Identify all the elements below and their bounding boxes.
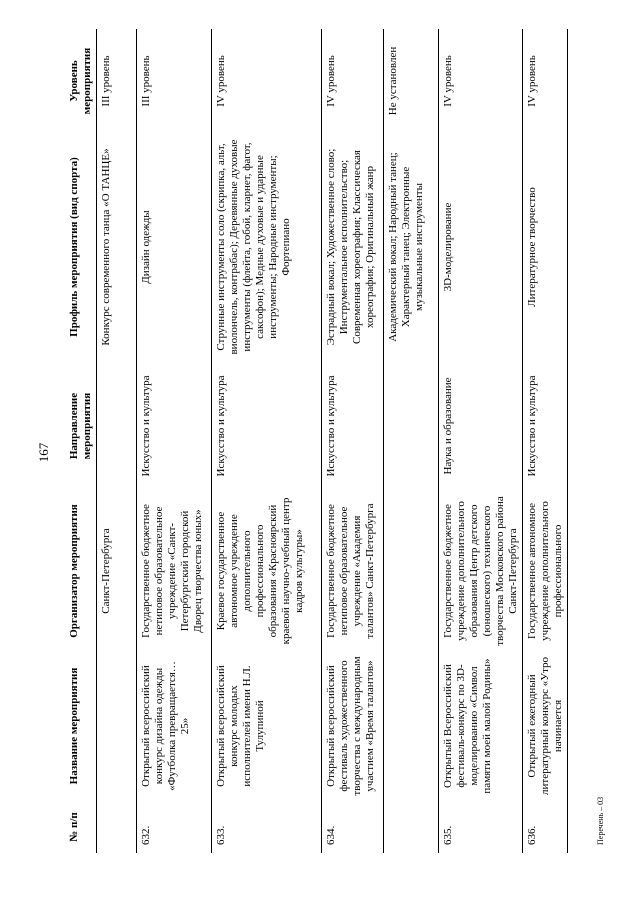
event-name: Открытый всероссийский конкурс дизайна одежды «Футболка превращается… 25»: [137, 651, 212, 801]
table-row: [384, 29, 439, 853]
event-level: III уровень: [97, 29, 137, 133]
table-row: [137, 29, 212, 853]
event-direction: Искусство и культура: [523, 361, 568, 491]
row-number: [384, 801, 439, 853]
event-organizer: Санкт-Петербурга: [97, 491, 137, 651]
event-organizer: Государственное бюджетное учреждение дополнительного образования Центр детского (юношеского) технического творчества Московского района Санкт-Петербурга: [439, 491, 523, 651]
table-header-row: [62, 29, 97, 853]
event-profile: Эстрадный вокал; Художественное слово; Инструментальное исполнительство; Современная хореография; Классическая хореография; Оригинальный жанр: [322, 133, 384, 361]
page-number: 167: [36, 442, 51, 463]
row-number: [97, 801, 137, 853]
table-row: [439, 29, 523, 853]
event-profile: Литературное творчество: [523, 133, 568, 361]
event-name: [384, 651, 439, 801]
event-direction: Искусство и культура: [212, 361, 322, 491]
column-header-num: № п/п: [62, 801, 97, 853]
event-name: Открытый всероссийский конкурс молодых исполнителей имени Н.Л. Тулупиной: [212, 651, 322, 801]
event-profile: Академический вокал; Народный танец; Характерный танец; Электронные музыкальные инструменты: [384, 133, 439, 361]
event-organizer: Государственное бюджетное нетиповое образовательное учреждение «Санкт-Петербургский городской Дворец творчества юных»: [137, 491, 212, 651]
column-header-level: Уровень мероприятия: [62, 29, 97, 133]
event-profile: Конкурс современного танца «О ТАНЦЕ»: [97, 133, 137, 361]
row-number: 633.: [212, 801, 322, 853]
event-profile: Струнные инструменты соло (скрипка, альт, виолончель, контрабас); Деревянные духовые инструменты (флейта, гобой, кларнет, фагот, саксофон); Медные духовые и ударные инструменты; Народные инструменты; Фортепиано: [212, 133, 322, 361]
event-level: IV уровень: [439, 29, 523, 133]
column-header-organizer: Организатор мероприятия: [62, 491, 97, 651]
event-name: [97, 651, 137, 801]
event-level: IV уровень: [523, 29, 568, 133]
row-number: 634.: [322, 801, 384, 853]
row-number: 636.: [523, 801, 568, 853]
row-number: 632.: [137, 801, 212, 853]
event-direction: Искусство и культура: [137, 361, 212, 491]
table-row: [523, 29, 568, 853]
events-table: [62, 29, 568, 853]
event-organizer: Государственное бюджетное нетиповое образовательное учреждение «Академия талантов» Санкт-Петербурга: [322, 491, 384, 651]
event-organizer: Краевое государственное автономное учреждение дополнительного профессионального образования «Красноярский краевой научно-учебный центр кадров культуры»: [212, 491, 322, 651]
event-level: IV уровень: [212, 29, 322, 133]
event-name: Открытый ежегодный литературный конкурс «Утро начинается: [523, 651, 568, 801]
column-header-direction: Направление мероприятия: [62, 361, 97, 491]
event-direction: [97, 361, 137, 491]
column-header-profile: Профиль мероприятия (вид спорта): [62, 133, 97, 361]
table-row: [97, 29, 137, 853]
table-row: [212, 29, 322, 853]
event-organizer: Государственное автономное учреждение дополнительного профессионального: [523, 491, 568, 651]
event-profile: 3D-моделирование: [439, 133, 523, 361]
event-name: Открытый всероссийский фестиваль художественного творчества с международным участием «Время талантов»: [322, 651, 384, 801]
event-level: IV уровень: [322, 29, 384, 133]
column-header-name: Название мероприятия: [62, 651, 97, 801]
row-number: 635.: [439, 801, 523, 853]
event-organizer: [384, 491, 439, 651]
footer-note: Перечень – 03: [596, 796, 605, 845]
event-direction: Наука и образование: [439, 361, 523, 491]
event-direction: Искусство и культура: [322, 361, 384, 491]
table-row: [322, 29, 384, 853]
event-level: Не установлен: [384, 29, 439, 133]
event-level: III уровень: [137, 29, 212, 133]
event-profile: Дизайн одежды: [137, 133, 212, 361]
event-name: Открытый Всероссийский фестиваль-конкурс по 3D-моделированию «Символ памяти моей малой Родины»: [439, 651, 523, 801]
event-direction: [384, 361, 439, 491]
